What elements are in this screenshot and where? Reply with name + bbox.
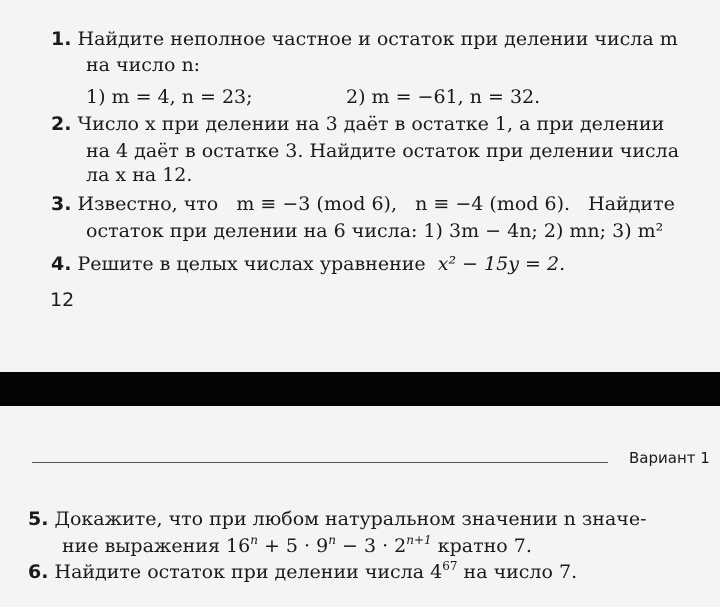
- problem-5-text-3: кратно 7.: [431, 535, 532, 557]
- problem-3-text: Известно, что m ≡ −3 (mod 6), n ≡ −4 (mod 6). Найдите: [77, 193, 675, 215]
- problem-3-line-2: остаток при делении на 6 числа: 1) 3m − 4n; 2) mn; 3) m²: [86, 220, 664, 242]
- problem-5-line-1: [28, 508, 647, 530]
- problem-5-text-2: ние выражения: [62, 535, 226, 557]
- page-number: 12: [50, 289, 75, 311]
- problem-1-sub-2: 2) m = −61, n = 32.: [346, 86, 541, 108]
- problem-2-line-3: ла x на 12.: [86, 164, 193, 186]
- problem-3-line-1: [51, 193, 675, 215]
- problem-4-number: 4.: [51, 253, 72, 275]
- problem-2-text: Число x при делении на 3 даёт в остатке 1, а при делении: [77, 113, 665, 135]
- problem-1-line-2: на число n:: [86, 54, 201, 76]
- problem-6-number: 6.: [28, 561, 49, 583]
- problem-5-number: 5.: [28, 508, 49, 530]
- problem-1-sub-1: 1) m = 4, n = 23;: [86, 86, 253, 108]
- problem-4-equation: x² − 15y = 2.: [437, 253, 566, 275]
- problem-5-expression: $16^n + 5 \cdot 9^n - 3 \cdot 2^{n+1}$: [226, 533, 432, 557]
- problem-5-line-2: [62, 535, 532, 557]
- problem-1-line-1: [51, 28, 678, 50]
- problem-3-number: 3.: [51, 193, 72, 215]
- problem-5-text: Докажите, что при любом натуральном значении n значе-: [54, 508, 647, 530]
- problem-4-text: Решите в целых числах уравнение: [77, 253, 432, 275]
- problem-6-text-2: на число 7.: [457, 561, 578, 583]
- page-gap-bar: [0, 372, 720, 406]
- problem-2-line-2: на 4 даёт в остатке 3. Найдите остаток при делении числа: [86, 140, 680, 162]
- header-rule: [32, 462, 608, 463]
- problem-4-line-1: [51, 253, 565, 275]
- problem-6-power: $4^{67}$: [430, 559, 458, 583]
- variant-label: Вариант 1: [629, 449, 710, 467]
- problem-2-number: 2.: [51, 113, 72, 135]
- problem-6-line-1: [28, 561, 577, 583]
- problem-2-line-1: [51, 113, 664, 135]
- problem-1-text: Найдите неполное частное и остаток при делении числа m: [77, 28, 678, 50]
- problem-1-number: 1.: [51, 28, 72, 50]
- problem-6-text: Найдите остаток при делении числа: [54, 561, 431, 583]
